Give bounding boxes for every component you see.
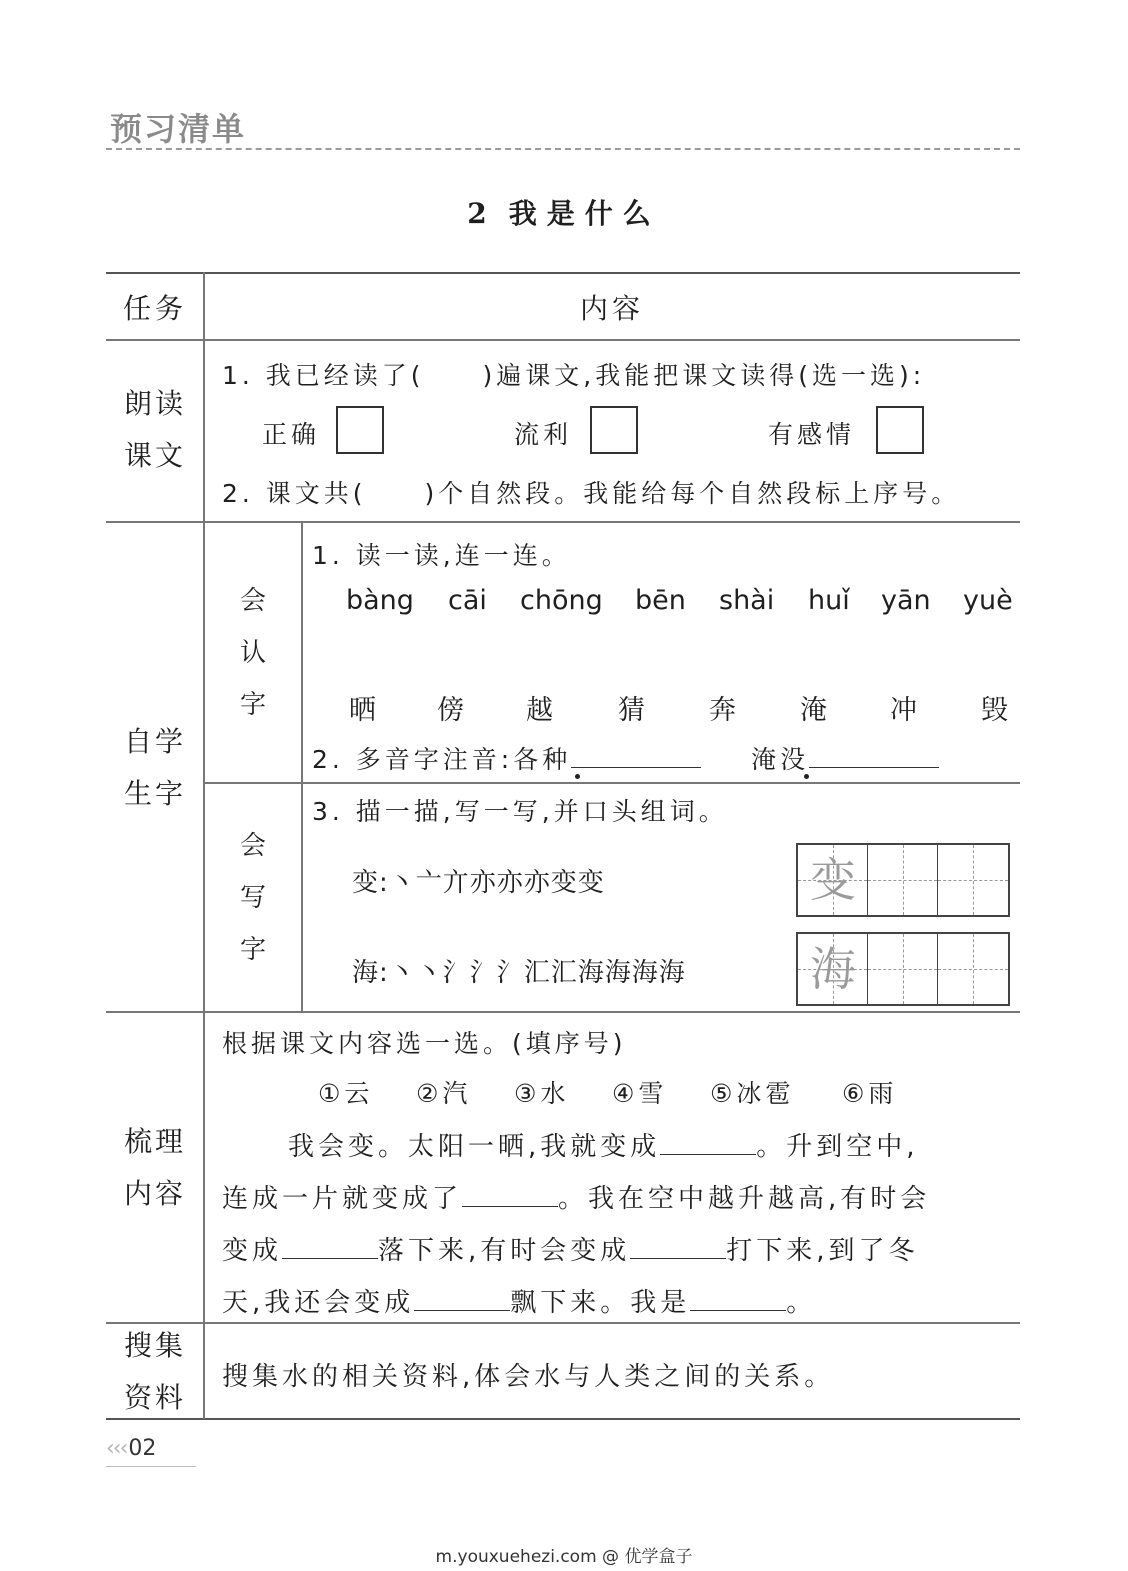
option-emotion-label: 有感情	[768, 420, 856, 449]
hanzi-item[interactable]: 晒	[349, 695, 376, 726]
hanzi-item[interactable]: 奔	[709, 695, 736, 726]
table-row-rule	[106, 1322, 1020, 1324]
hanzi-item[interactable]: 猜	[618, 695, 645, 726]
task-organize: 梳理 内容	[123, 1125, 186, 1210]
hanzi-item[interactable]: 淹	[800, 695, 827, 726]
pinyin-item[interactable]: yuè	[963, 585, 1013, 616]
option-correct-label: 正确	[262, 420, 321, 449]
option-item: ⑤冰雹	[710, 1079, 795, 1108]
polyphone-answer-2[interactable]	[809, 743, 939, 768]
passage-line-4: 天,我还会变成 飘下来。我是 。	[222, 1288, 817, 1318]
lesson-title	[0, 192, 1128, 232]
option-item: ⑥雨	[842, 1079, 898, 1108]
organize-instruction: 根据课文内容选一选。(填序号)	[222, 1029, 627, 1058]
polyphone-word-1: 各种	[513, 745, 572, 774]
lesson-number: 2	[467, 197, 487, 230]
table-subrow-rule	[204, 782, 1020, 784]
column-header-task: 任务	[122, 292, 187, 325]
reading-question-2: 2. 课文共( )个自然段。我能给每个自然段标上序号。	[222, 479, 961, 508]
table-header-rule	[106, 339, 1020, 341]
hanzi-item[interactable]: 傍	[437, 695, 464, 726]
pinyin-item[interactable]: yān	[881, 585, 931, 616]
emphasis-dot	[575, 774, 580, 779]
option-correct-checkbox[interactable]	[336, 406, 384, 454]
answer-blank[interactable]	[414, 1286, 510, 1311]
header-divider	[106, 148, 1020, 150]
table-row-rule	[106, 1011, 1020, 1013]
grid-cell[interactable]	[938, 845, 1008, 915]
pinyin-item[interactable]: bàng	[346, 585, 414, 616]
recognize-question-1: 1. 读一读,连一连。	[312, 541, 571, 570]
option-item: ②汽	[416, 1079, 472, 1108]
section-title: 预习清单	[110, 110, 247, 148]
table-bottom-rule	[106, 1418, 1020, 1420]
page-number-rule	[106, 1466, 196, 1467]
emphasis-dot	[804, 774, 809, 779]
passage-line-3: 变成 落下来,有时会变成 打下来,到了冬	[222, 1236, 919, 1266]
pinyin-item[interactable]: shài	[719, 585, 775, 616]
option-item: ④雪	[612, 1079, 668, 1108]
polyphone-answer-1[interactable]	[571, 743, 701, 768]
polyphone-word-2: 淹没	[751, 745, 810, 774]
table-top-rule	[106, 272, 1020, 274]
task-reading: 朗读 课文	[123, 387, 186, 472]
answer-blank[interactable]	[282, 1234, 378, 1259]
page-number: ‹‹‹02	[106, 1436, 157, 1461]
grid-cell[interactable]	[868, 934, 938, 1004]
column-header-content: 内容	[579, 292, 644, 325]
lesson-name: 我是什么	[508, 197, 661, 230]
hanzi-item[interactable]: 冲	[890, 695, 917, 726]
page-arrows-icon: ‹‹‹	[106, 1436, 127, 1461]
stroke-order-bian: 变:丶亠亣亦亦亦变变	[352, 868, 605, 898]
grid-cell[interactable]	[868, 845, 938, 915]
task-collect: 搜集 资料	[123, 1329, 186, 1414]
pinyin-item[interactable]: bēn	[635, 585, 686, 616]
pinyin-item[interactable]: huǐ	[808, 585, 850, 616]
answer-blank[interactable]	[630, 1234, 726, 1259]
answer-blank[interactable]	[690, 1286, 786, 1311]
option-item: ①云	[318, 1079, 374, 1108]
hanzi-item[interactable]: 越	[526, 695, 553, 726]
writing-grid-bian[interactable]	[796, 843, 1010, 917]
writing-grid-hai[interactable]	[796, 932, 1010, 1006]
table-row-rule	[106, 521, 1020, 523]
passage-line-1: 我会变。太阳一晒,我就变成 。升到空中,	[288, 1132, 919, 1162]
recognize-characters-label: 会 认 字	[239, 586, 266, 720]
write-characters-label: 会 写 字	[239, 831, 266, 965]
write-question-3: 3. 描一描,写一写,并口头组词。	[312, 797, 728, 826]
grid-cell[interactable]	[938, 934, 1008, 1004]
option-fluent-label: 流利	[514, 420, 573, 449]
option-item: ③水	[514, 1079, 570, 1108]
reading-question-1: 1. 我已经读了( )遍课文,我能把课文读得(选一选):	[222, 361, 926, 390]
trace-char-hai: 海	[810, 942, 856, 996]
pinyin-item[interactable]: chōng	[520, 585, 603, 616]
hanzi-item[interactable]: 毁	[981, 695, 1008, 726]
polyphone-question: 2. 多音字注音:各种 淹没	[312, 740, 939, 776]
footer-watermark: m.youxuehezi.com @ 优学盒子	[435, 1547, 693, 1567]
passage-line-2: 连成一片就变成了 。我在空中越升越高,有时会	[222, 1184, 931, 1214]
trace-char-bian: 变	[810, 853, 856, 907]
task-self-study: 自学 生字	[123, 725, 186, 810]
option-emotion-checkbox[interactable]	[876, 406, 924, 454]
answer-blank[interactable]	[660, 1130, 756, 1155]
option-fluent-checkbox[interactable]	[590, 406, 638, 454]
collect-text: 搜集水的相关资料,体会水与人类之间的关系。	[222, 1362, 835, 1392]
pinyin-item[interactable]: cāi	[448, 585, 487, 616]
answer-blank[interactable]	[462, 1182, 558, 1207]
stroke-order-hai: 海:丶丶氵氵氵汇汇海海海海	[352, 958, 686, 988]
